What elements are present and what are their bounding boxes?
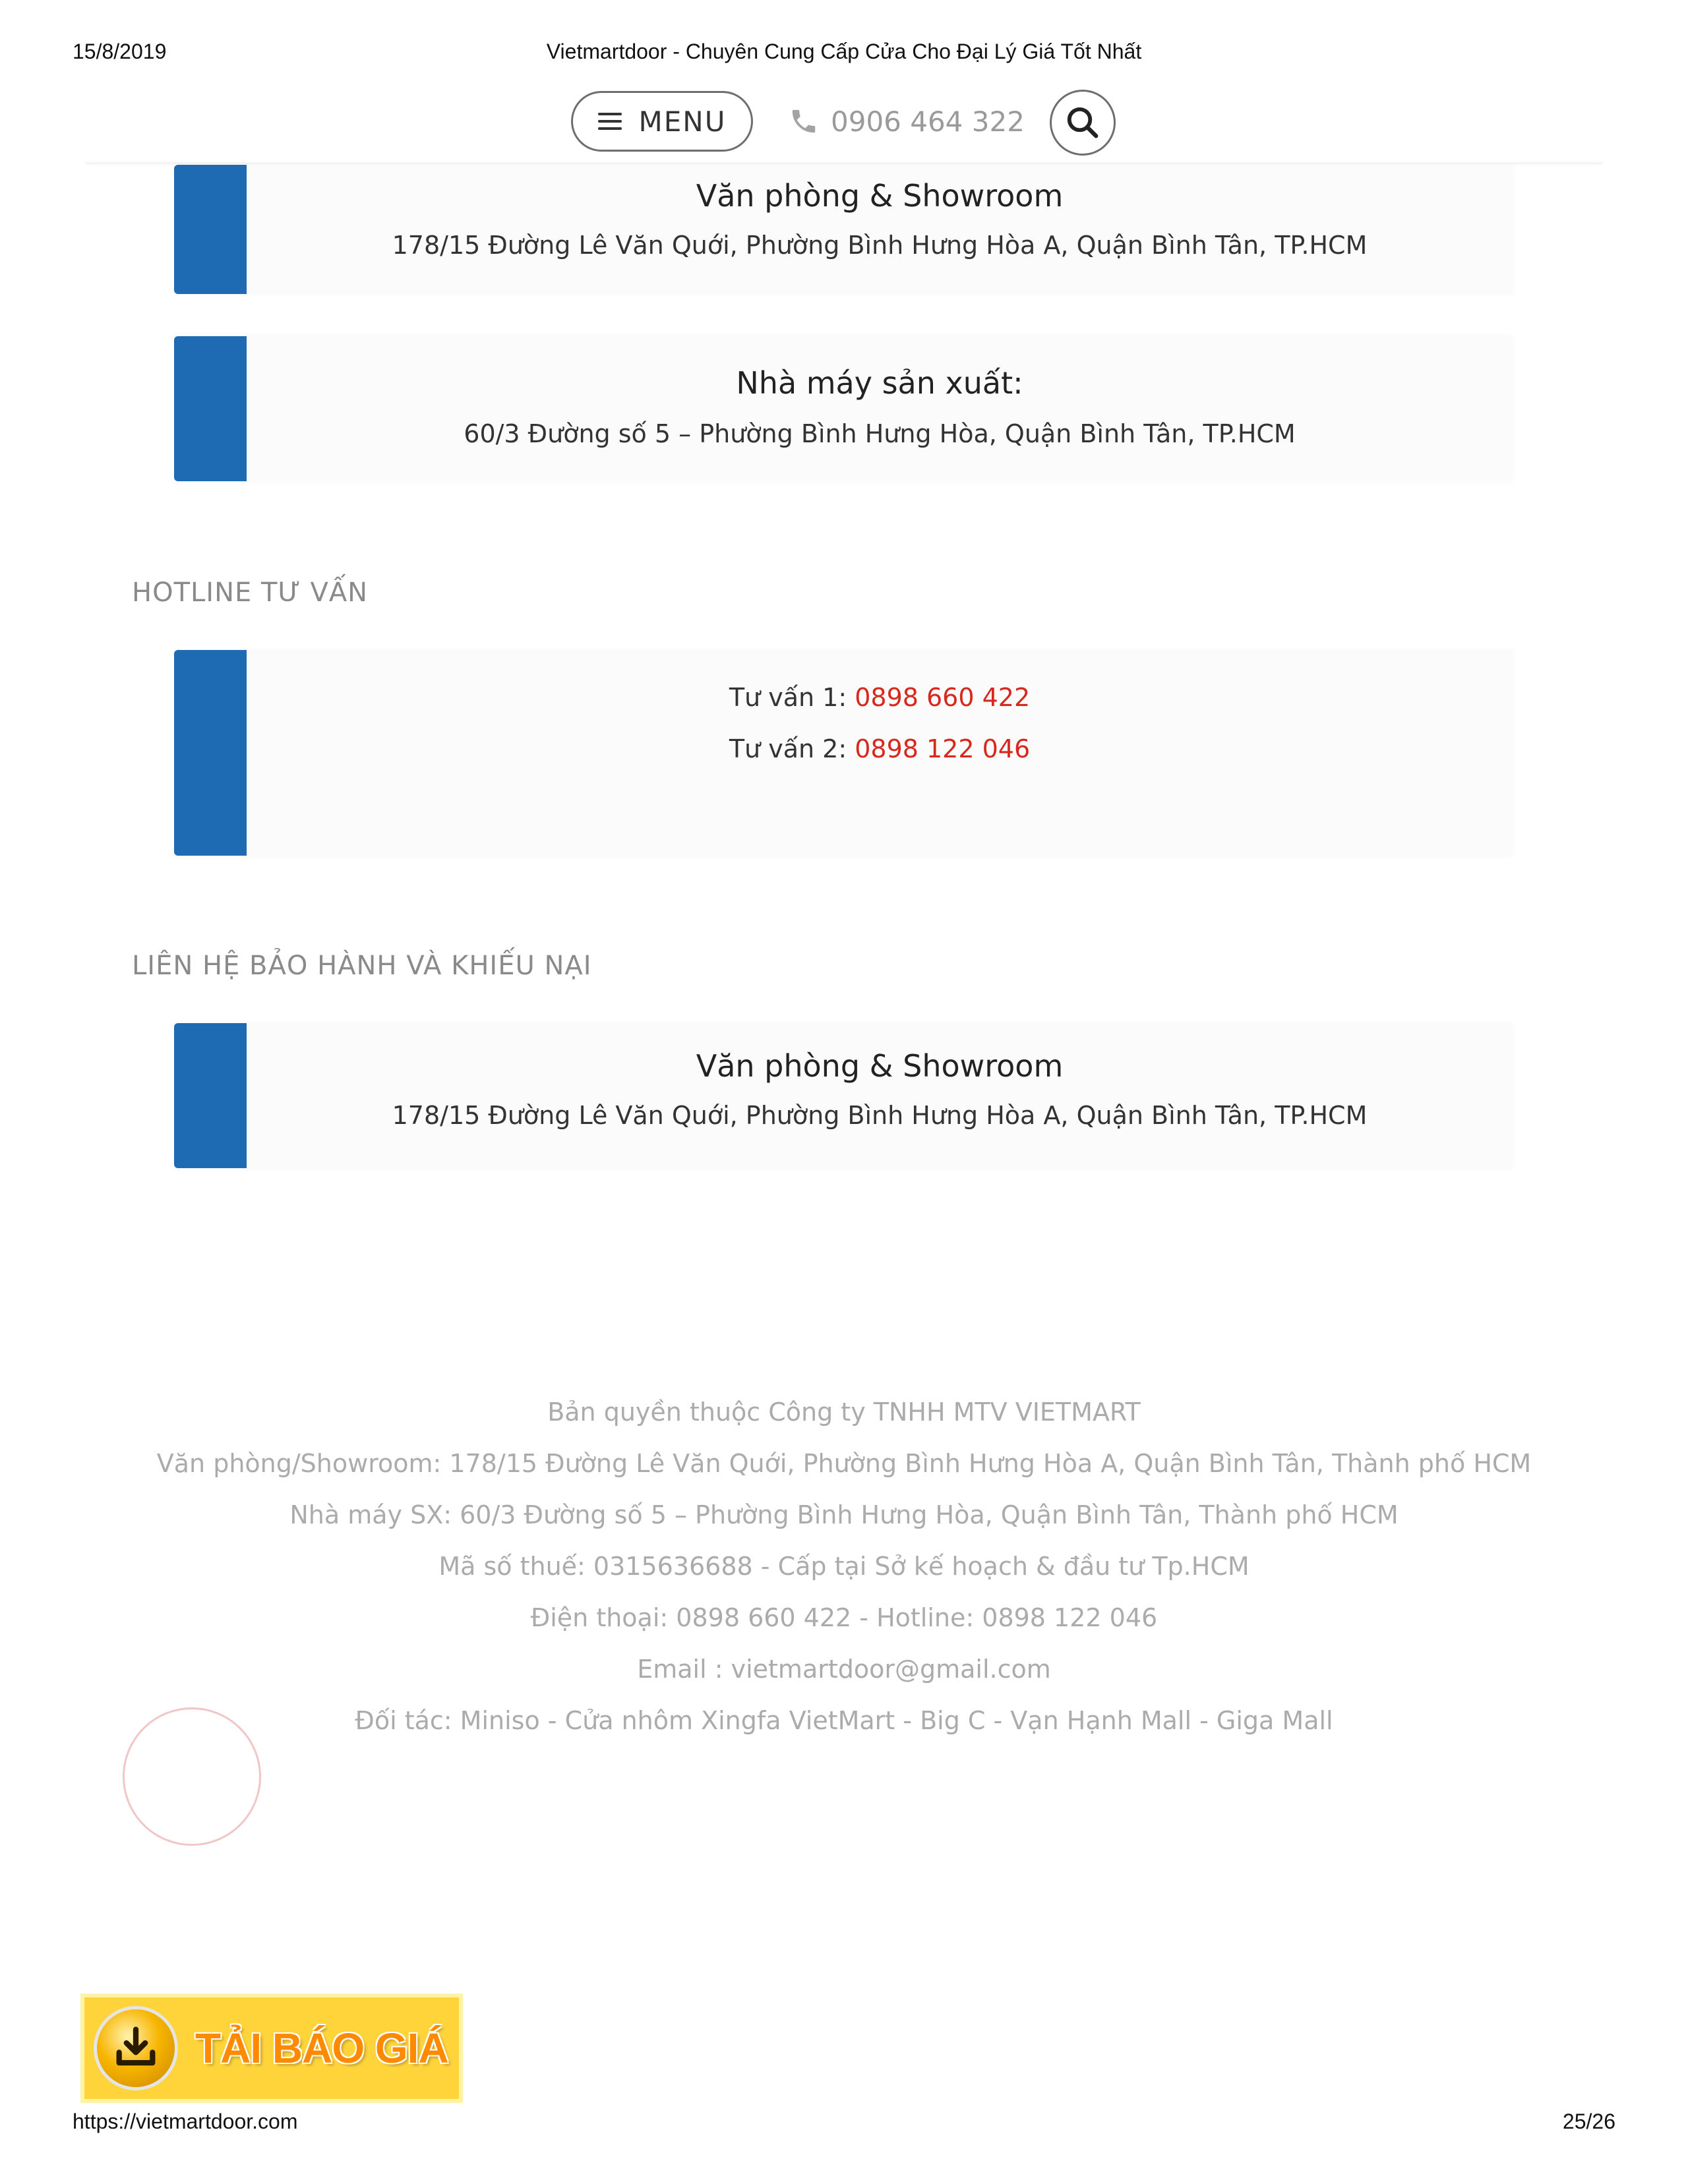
card-title: Văn phòng & Showroom: [696, 178, 1064, 214]
footer-factory-address: Nhà máy SX: 60/3 Đường số 5 – Phường Bình Hưng Hòa, Quận Bình Tân, Thành phố HCM: [289, 1500, 1399, 1529]
card-accent-bar: [174, 336, 247, 481]
card-accent-bar: [174, 165, 247, 294]
card-accent-bar: [174, 1023, 247, 1168]
card-title: Nhà máy sản xuất:: [736, 365, 1023, 401]
search-icon: [1065, 105, 1100, 140]
warranty-card: [174, 1023, 1513, 1168]
card-address: 178/15 Đường Lê Văn Quới, Phường Bình Hưng Hòa A, Quận Bình Tân, TP.HCM: [392, 231, 1368, 260]
header-phone-number: 0906 464 322: [831, 105, 1025, 138]
floating-circle-button[interactable]: [123, 1707, 261, 1846]
print-page-number: 25/26: [1562, 2110, 1615, 2133]
footer-phones: Điện thoại: 0898 660 422 - Hotline: 0898 122 046: [530, 1603, 1158, 1632]
card-address: 178/15 Đường Lê Văn Quới, Phường Bình Hưng Hòa A, Quận Bình Tân, TP.HCM: [392, 1101, 1368, 1130]
contact-card-office: [174, 165, 1513, 294]
download-quote-label: TẢI BÁO GIÁ: [195, 2024, 448, 2072]
hotline-line-2: [247, 734, 1513, 763]
footer-partners: Đối tác: Miniso - Cửa nhôm Xingfa VietMart - Big C - Vạn Hạnh Mall - Giga Mall: [355, 1706, 1333, 1735]
hotline-line-1: [247, 683, 1513, 712]
card-title: Văn phòng & Showroom: [696, 1048, 1064, 1084]
hotline-card: [174, 650, 1513, 856]
footer-email: Email : vietmartdoor@gmail.com: [637, 1655, 1051, 1684]
card-accent-bar: [174, 650, 247, 856]
print-date: 15/8/2019: [73, 40, 167, 63]
hotline-label: Tư vấn 1:: [729, 683, 855, 712]
menu-label: MENU: [638, 105, 727, 138]
print-page-title: Vietmartdoor - Chuyên Cung Cấp Cửa Cho Đại Lý Giá Tốt Nhất: [546, 40, 1142, 63]
print-url: https://vietmartdoor.com: [73, 2110, 298, 2133]
hamburger-icon: [598, 113, 622, 130]
card-address: 60/3 Đường số 5 – Phường Bình Hưng Hòa, Quận Bình Tân, TP.HCM: [464, 419, 1296, 448]
download-quote-banner[interactable]: [80, 1993, 463, 2103]
warranty-heading: LIÊN HỆ BẢO HÀNH VÀ KHIẾU NẠI: [132, 951, 592, 981]
hotline-label: Tư vấn 2:: [729, 734, 855, 763]
hotline-number-link[interactable]: 0898 122 046: [855, 734, 1031, 763]
search-button[interactable]: [1050, 90, 1116, 156]
hotline-heading: HOTLINE TƯ VẤN: [132, 577, 369, 608]
footer-office-address: Văn phòng/Showroom: 178/15 Đường Lê Văn Quới, Phường Bình Hưng Hòa A, Quận Bình Tân, Thành phố HCM: [156, 1449, 1532, 1478]
footer-copyright: Bản quyền thuộc Công ty TNHH MTV VIETMART: [547, 1398, 1141, 1427]
menu-button[interactable]: [571, 91, 753, 152]
download-icon: [94, 2006, 178, 2090]
contact-card-factory: [174, 336, 1513, 481]
footer-tax-code: Mã số thuế: 0315636688 - Cấp tại Sở kế hoạch & đầu tư Tp.HCM: [438, 1552, 1250, 1581]
header-phone-link[interactable]: [789, 103, 1025, 140]
phone-icon: [789, 106, 819, 136]
hotline-number-link[interactable]: 0898 660 422: [855, 683, 1031, 712]
